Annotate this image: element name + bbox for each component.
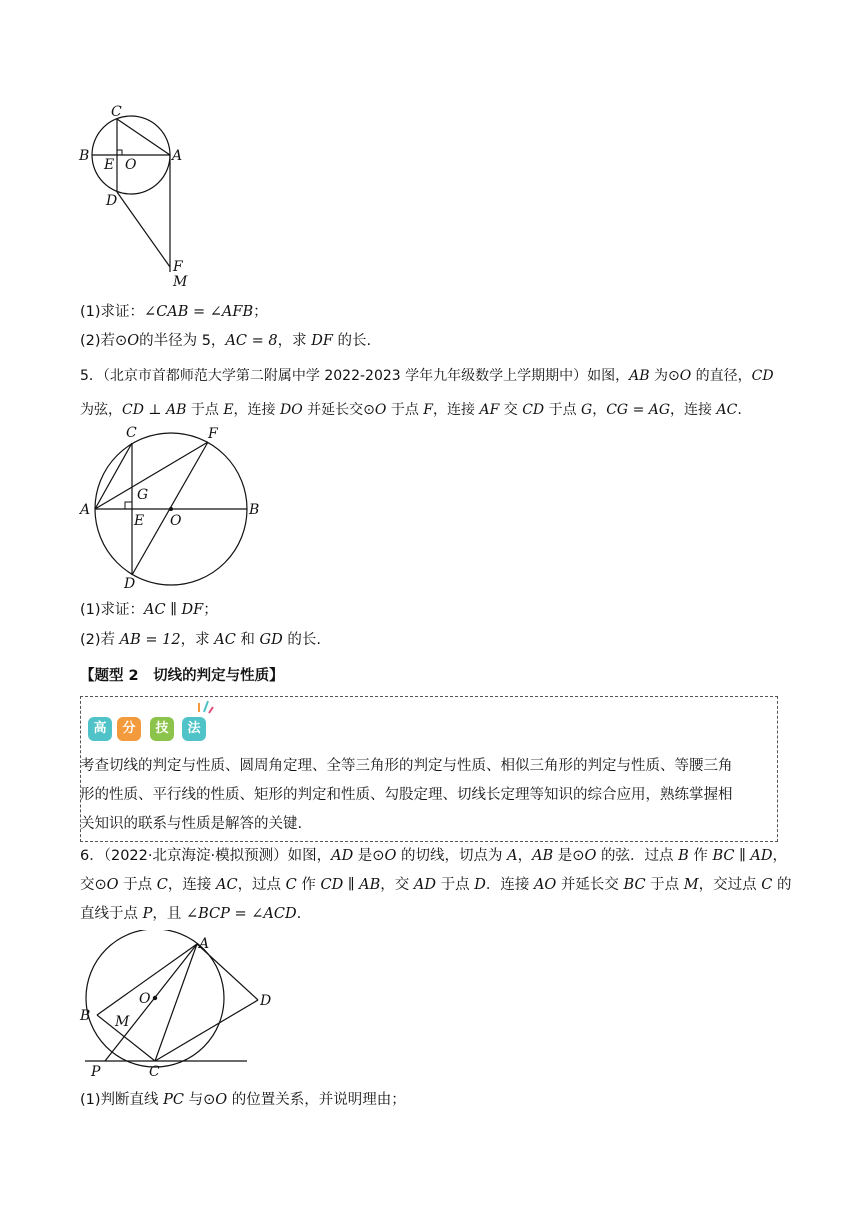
tip-line-3: 关知识的联系与性质是解答的关键. (80, 816, 303, 832)
q6-line2: 交⊙O 于点 C，连接 AC，过点 C 作 CD ∥ AB，交 AD 于点 D．连接 AO 并延长交 BC 于点 M，交过点 C 的 (80, 877, 792, 893)
fig6-label-p: P (91, 1064, 101, 1080)
q6-line3: 直线于点 P，且 ∠BCP = ∠ACD. (80, 906, 302, 922)
sparkle-icon (196, 698, 214, 714)
fig4-label-e: E (104, 157, 115, 173)
fig4-label-a: A (172, 148, 183, 164)
fig4-label-o: O (125, 157, 137, 173)
fig6-label-c: C (149, 1064, 160, 1080)
fig5-label-e: E (134, 513, 145, 529)
fig6-label-o: O (139, 991, 151, 1007)
fig5-label-g: G (137, 487, 149, 503)
fig6-label-b: B (80, 1008, 91, 1024)
fig4-label-b: B (79, 148, 90, 164)
fig4-label-m: M (173, 274, 188, 290)
badge-fen: 分 (117, 717, 141, 741)
figure-q6 (75, 930, 285, 1080)
badge-ji: 技 (150, 717, 174, 741)
fig5-label-d: D (124, 576, 136, 592)
fig6-label-a: A (199, 936, 210, 952)
q6-part1: (1)判断直线 PC 与⊙O 的位置关系，并说明理由； (80, 1092, 406, 1108)
fig4-label-d: D (106, 193, 118, 209)
fig6-label-m: M (115, 1014, 130, 1030)
fig5-label-o: O (170, 513, 182, 529)
fig4-label-f: F (173, 259, 183, 275)
q6-line1: 6．（2022·北京海淀·模拟预测）如图，AD 是⊙O 的切线，切点为 A，AB 是⊙O 的弦．过点 B 作 BC ∥ AD， (80, 848, 787, 864)
section-heading: 【题型 2 切线的判定与性质】 (80, 668, 284, 684)
q4-part2: (2)若⊙O的半径为 5，AC = 8，求 DF 的长. (80, 333, 372, 349)
tip-line-1: 考查切线的判定与性质、圆周角定理、全等三角形的判定与性质、相似三角形的判定与性质、等腰三角 (80, 758, 733, 774)
figure-q5 (70, 422, 270, 597)
fig5-label-b: B (249, 502, 260, 518)
badge-gao: 高 (88, 717, 112, 741)
fig5-label-a: A (80, 502, 91, 518)
fig6-label-d: D (260, 993, 272, 1009)
tip-line-2: 形的性质、平行线的性质、矩形的判定和性质、勾股定理、切线长定理等知识的综合应用，熟练掌握相 (80, 787, 733, 803)
q5-part2: (2)若 AB = 12，求 AC 和 GD 的长. (80, 632, 321, 648)
q5-part1: (1)求证：AC ∥ DF； (80, 602, 218, 618)
figure-q4 (70, 100, 210, 295)
q4-part1: (1)求证：∠CAB = ∠AFB； (80, 304, 268, 320)
badge-fa: 法 (182, 717, 206, 741)
q5-line2: 为弦，CD ⊥ AB 于点 E，连接 DO 并延长交⊙O 于点 F，连接 AF 交 CD 于点 G，CG = AG，连接 AC. (80, 402, 742, 418)
fig4-label-c: C (111, 104, 122, 120)
fig5-label-f: F (208, 426, 218, 442)
fig5-label-c: C (126, 425, 137, 441)
q5-line1: 5．（北京市首都师范大学第二附属中学 2022-2023 学年九年级数学上学期期中）如图，AB 为⊙O 的直径，CD (80, 368, 774, 384)
